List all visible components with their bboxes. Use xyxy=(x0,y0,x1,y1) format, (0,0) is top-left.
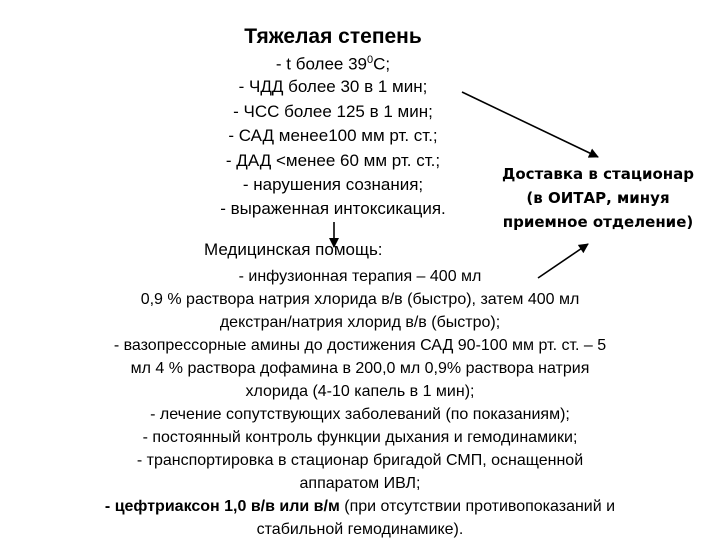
help-line: - лечение сопутствующих заболеваний (по показаниям); xyxy=(150,406,570,423)
destination-line: приемное отделение) xyxy=(502,213,694,231)
help-line: хлорида (4-10 капель в 1 мин); xyxy=(245,383,475,400)
destination-line: Доставка в стационар xyxy=(502,165,694,183)
criterion-item: - ЧДД более 30 в 1 мин; xyxy=(238,77,428,96)
help-line: - постоянный контроль функции дыхания и гемодинамики; xyxy=(142,429,578,446)
criterion-temperature: - t более $39^0С$; xyxy=(275,54,391,74)
help-line: 0,9 % раствора натрия хлорида в/в (быстро), затем 400 мл xyxy=(140,291,580,308)
help-line: - транспортировка в стационар бригадой СМП, оснащенной xyxy=(136,452,584,469)
destination-line: (в ОИТАР, минуя xyxy=(526,189,670,207)
help-line: стабильной гемодинамике). xyxy=(256,521,464,538)
criterion-item: - ЧСС более 125 в 1 мин; xyxy=(233,102,433,121)
criterion-item: - нарушения сознания; xyxy=(242,175,424,194)
help-line: аппаратом ИВЛ; xyxy=(299,475,421,492)
antibiotic-rest: (при отсутствии противопоказаний и xyxy=(339,498,616,515)
help-line: декстран/натрия хлорид в/в (быстро); xyxy=(219,314,501,331)
help-line: мл 4 % раствора дофамина в 200,0 мл 0,9% раствора натрия xyxy=(130,360,590,377)
help-line: - вазопрессорные амины до достижения САД 90-100 мм рт. ст. – 5 xyxy=(113,337,607,354)
criterion-item: - ДАД <менее 60 мм рт. ст.; xyxy=(225,151,441,170)
help-line-antibiotic xyxy=(0,495,720,518)
temperature-degree: 0 xyxy=(366,54,374,66)
criterion-item: - САД менее100 мм рт. ст.; xyxy=(228,126,438,145)
antibiotic-bold: - цефтриаксон 1,0 в/в или в/м xyxy=(104,498,340,515)
criterion-item: - выраженная интоксикация. xyxy=(220,199,446,218)
page-title: Тяжелая степень xyxy=(244,25,422,48)
arrow-to-destination xyxy=(462,92,598,157)
help-line: - инфузионная терапия – 400 мл xyxy=(238,268,482,285)
help-heading: Медицинская помощь: xyxy=(204,240,383,259)
